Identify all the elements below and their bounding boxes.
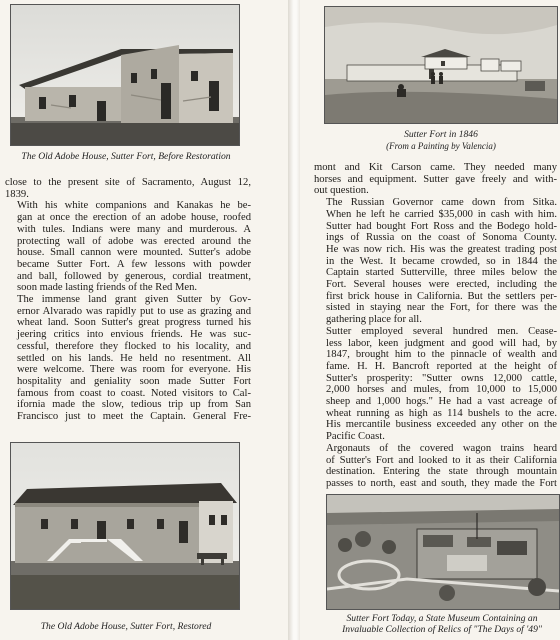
text-line: became Sutter Fort. A few lessons with powder [17,258,251,270]
text-line: and ball, followed by generous, cordial treatment, [17,270,251,282]
text-line: sheep and 1,000 hogs." He had a vast acreage of [326,396,557,408]
right-paragraph-2 [314,197,557,326]
right-paragraph-3 [314,326,557,443]
adobe-before-restoration-photo [10,4,240,146]
text-line: soon made lasting friends of the Red Men. [17,282,198,294]
bottom-right-caption [326,614,558,635]
left-paragraph-3 [5,294,251,423]
text-line: out question. [314,185,369,197]
text-line: passes to north, east and south, they made the Fort [326,477,557,489]
text-line: protecting wall of adobe was erected around the [17,235,251,247]
text-line: house. Small cannon were mounted. Sutter's adobe [17,247,251,259]
text-line: His mercantile business exceeded any other on the [326,419,557,431]
text-line: fame. H. H. Bancroft reported at the height of [326,360,557,372]
text-line: With his white companions and Kanakas he be- [17,200,251,212]
text-line: settled on his lands. He held no resentment. All [17,352,251,364]
text-line: Sutter had bought Fort Ross and the Bodego hold- [326,220,557,232]
text-line: He was now rich. His was the greatest trading post [326,243,557,255]
text-line: horses and equipment. Sutter gave freely and with- [314,173,557,185]
sutter-fort-today-photo [326,494,560,610]
restored-adobe-house-image [11,443,239,609]
caption-line: Sutter Fort Today, a State Museum Containing an [346,613,538,624]
text-line: less labor, keen judgment and good will had, by [326,337,557,349]
text-line: were welcome. There was room for everyone. His [17,364,251,376]
text-line: 2,000 horses and mules, from 10,000 to 15,000 [326,384,557,396]
text-line: Argonauts of the covered wagon trains heard [326,442,557,454]
right-paragraph-1 [314,162,557,197]
ruined-adobe-house-image [11,5,239,145]
text-line: Francisco just to meet the Captain. General Fre- [17,411,251,423]
text-line: sisted in staying near the Fort, for there was the [326,302,557,314]
text-line: The immense land grant given Sutter by Gov- [17,294,251,306]
caption-line: Sutter Fort in 1846 [404,129,478,140]
text-line: The Russian Governor came down from Sitka. [326,197,557,209]
left-paragraph-2 [5,200,251,294]
text-line: of Sutter's Fort and looked to it as their California [326,454,557,466]
sutter-fort-1846-painting [324,6,558,124]
top-right-caption [328,130,554,151]
right-body-text [314,162,557,490]
text-line: Fort. Several houses were erected, including the [326,279,557,291]
text-line: wheat running as high as 114 bushels to the acre. [326,407,557,419]
text-line: Captain started Sutterville, three miles below the [326,267,557,279]
text-line: 1839. [5,188,29,200]
left-paragraph-1 [5,177,251,200]
text-line: ifornia made the slow, tedious trip up from San [17,399,251,411]
left-body-text [5,177,251,423]
bottom-left-caption: The Old Adobe House, Sutter Fort, Restored [40,621,212,632]
text-line: with tules. Indians were many and murderous. A [17,223,251,235]
adobe-restored-photo [10,442,240,610]
text-line: jeering critics into envious friends. He was suc- [17,329,251,341]
text-line: close to the present site of Sacramento, August 12, [5,177,251,188]
text-line: wheat land. Soon Sutter's great progress turned his [17,317,251,329]
text-line: in the West. It became crowded, so in 1844 the [326,255,557,267]
text-line: gan at once the erection of an adobe house, roofed [17,212,251,224]
caption-line: (From a Painting by Valencia) [386,140,496,151]
text-line: gathering place for all. [326,314,422,326]
aerial-fort-image [327,495,559,609]
text-line: destination. Entering the state through mountain [326,466,557,478]
text-line: Sutter's prosperity: "Sutter owns 12,000 cattle, [326,372,557,384]
text-line: famous from coast to coast. Noted visitors to Cal- [17,387,251,399]
text-line: Sutter employed several hundred men. Cease- [326,325,557,337]
text-line: cessful, therefore they flocked to his locality, and [17,340,251,352]
right-paragraph-4 [314,443,557,490]
text-line: hospitality and geniality soon made Sutter Fort [17,375,251,387]
text-line: ings of Russia on the coast of Sonoma County. [326,232,557,244]
top-left-caption: The Old Adobe House, Sutter Fort, Before Restoration [21,151,231,162]
caption-line: Invaluable Collection of Relics of "The Days of '49" [342,623,542,635]
text-line: ernor Alvarado was rapidly put to use as grazing and [17,305,251,317]
text-line: 1847, brought him to the pinnacle of wealth and [326,349,557,361]
right-page [300,0,560,640]
text-line: Pacific Coast. [326,431,385,443]
text-line: When he left he carried $35,000 in cash with him. [326,208,557,220]
text-line: first brick house in California. But the settlers per- [326,290,557,302]
fort-painting-image [325,7,557,123]
text-line: mont and Kit Carson came. They needed many [314,162,557,173]
